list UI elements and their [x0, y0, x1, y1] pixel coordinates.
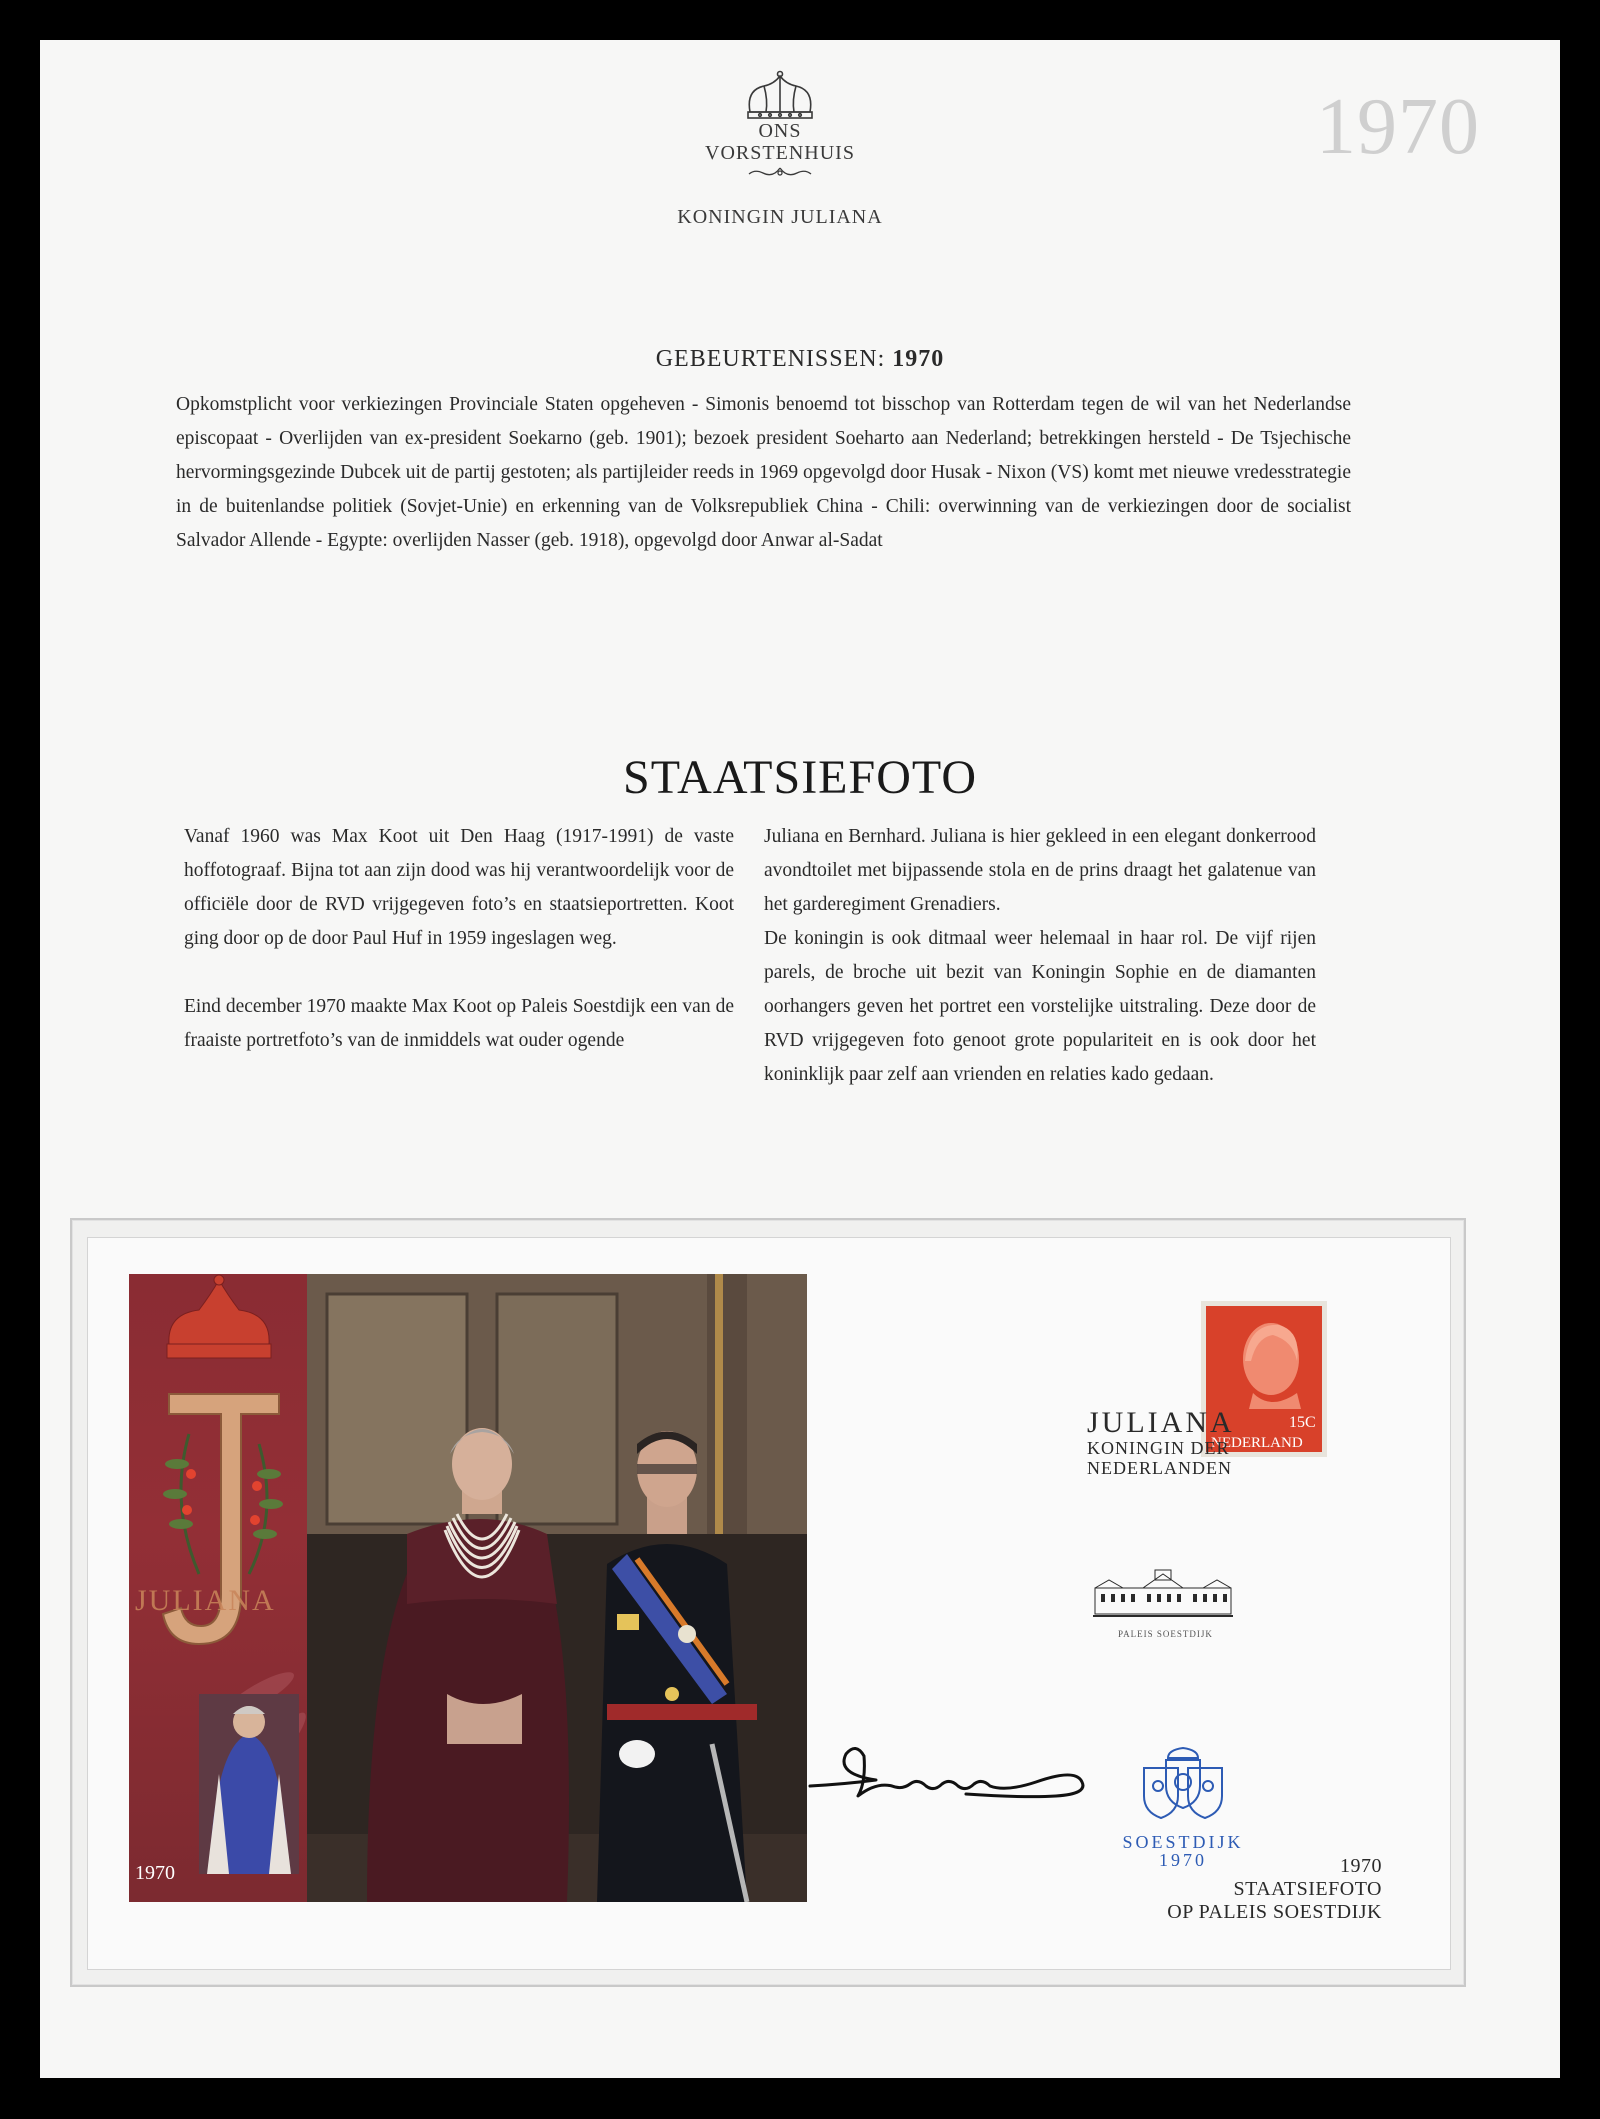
- palace-caption: PALEIS SOESTDIJK: [1118, 1629, 1213, 1639]
- cover-caption: [1167, 1855, 1382, 1924]
- events-heading-year: 1970: [892, 346, 945, 372]
- events-heading-label: GEBEURTENISSEN:: [655, 346, 886, 372]
- crown-icon: [738, 70, 822, 120]
- postmark-place: SOESTDIJK: [1122, 1832, 1244, 1852]
- cover-subtitle-line2: NEDERLANDEN: [1087, 1458, 1232, 1478]
- cover-caption-year: 1970: [1340, 1855, 1382, 1877]
- article-paragraph: Juliana en Bernhard. Juliana is hier gekleed in een elegant donkerrood avondtoilet met bijpassende stola en de prins draagt het galatenue van het garderegiment Grenadiers.: [764, 826, 1316, 915]
- article-column-right: [764, 820, 1316, 1092]
- cover-title: JULIANA: [1087, 1406, 1235, 1439]
- article-paragraph: De koningin is ook ditmaal weer helemaal in haar rol. De vijf rijen parels, de broche uit bezit van Koningin Sophie en de diamanten oorhangers geven het portret een vorstelijke uitstraling. Deze door de RVD vrijgegeven foto genoot grote populariteit en is ook door het koninklijk paar zelf aan vrienden en relaties kado gedaan.: [764, 928, 1316, 1085]
- events-body: Opkomstplicht voor verkiezingen Provinciale Staten opgeheven - Simonis benoemd tot bisschop van Rotterdam tegen de wil van het Nederlandse episcopaat - Overlijden van ex-president Soekarno (geb. 1901); bezoek president Soeharto aan Nederland; betrekkingen hersteld - De Tsjechische hervormingsgezinde Dubcek uit de partij gestoten; als partijleider reeds in 1969 opgevolgd door Husak - Nixon (VS) komt met nieuwe vredesstrategie in de buitenlandse politiek (Sovjet-Unie) en erkenning van de Volksrepubliek China - Chili: overwinning van de verkiezingen door de socialist Salvador Allende - Egypte: overlijden Nasser (geb. 1918), opgevolgd door Anwar al-Sadat: [176, 394, 1351, 551]
- royal-couple-portrait: [307, 1274, 807, 1902]
- logo-line-ons: ONS: [758, 120, 802, 142]
- logo: [660, 70, 900, 229]
- article-column-left: [184, 820, 734, 1058]
- logo-subtitle: KONINGIN JULIANA: [677, 206, 883, 228]
- logo-line-vorstenhuis: VORSTENHUIS: [705, 142, 855, 164]
- cover-mount: [70, 1218, 1466, 1987]
- section-title: STAATSIEFOTO: [623, 751, 977, 804]
- cover-monogram-panel: [129, 1274, 307, 1902]
- handwritten-signature: [806, 1734, 1096, 1814]
- cover-photo-block: [129, 1274, 807, 1902]
- panel-year: 1970: [135, 1862, 175, 1884]
- stamp-value: 15C: [1289, 1414, 1316, 1431]
- album-page: [40, 40, 1560, 2078]
- palace-illustration: [1093, 1568, 1233, 1618]
- ornament-icon: [745, 166, 815, 180]
- article-paragraph: Vanaf 1960 was Max Koot uit Den Haag (1917-1991) de vaste hoffotograaf. Bijna tot aan zijn dood was hij verantwoordelijk voor de officiële door de RVD vrijgegeven foto’s en staatsieportretten. Koot ging door op de door Paul Huf in 1959 ingeslagen weg.: [184, 826, 734, 949]
- events-heading: [40, 346, 1560, 373]
- cover-subtitle-line1: KONINGIN DER: [1087, 1438, 1230, 1458]
- first-day-cover: [87, 1237, 1451, 1970]
- coat-of-arms-postmark-icon: [1138, 1746, 1228, 1826]
- postmark-year: 1970: [1159, 1850, 1207, 1870]
- panel-name: JULIANA: [135, 1584, 276, 1617]
- stamp-country: NEDERLAND: [1211, 1435, 1303, 1451]
- royal-couple-photo: [307, 1274, 807, 1902]
- year-watermark: 1970: [1316, 83, 1480, 171]
- cover-caption-title: STAATSIEFOTO: [1233, 1878, 1382, 1900]
- cover-subtitle: [1087, 1438, 1232, 1478]
- cover-caption-place: OP PALEIS SOESTDIJK: [1167, 1901, 1382, 1923]
- article-paragraph: Eind december 1970 maakte Max Koot op Paleis Soestdijk een van de fraaiste portretfoto’s van de inmiddels wat ouder ogende: [184, 996, 734, 1051]
